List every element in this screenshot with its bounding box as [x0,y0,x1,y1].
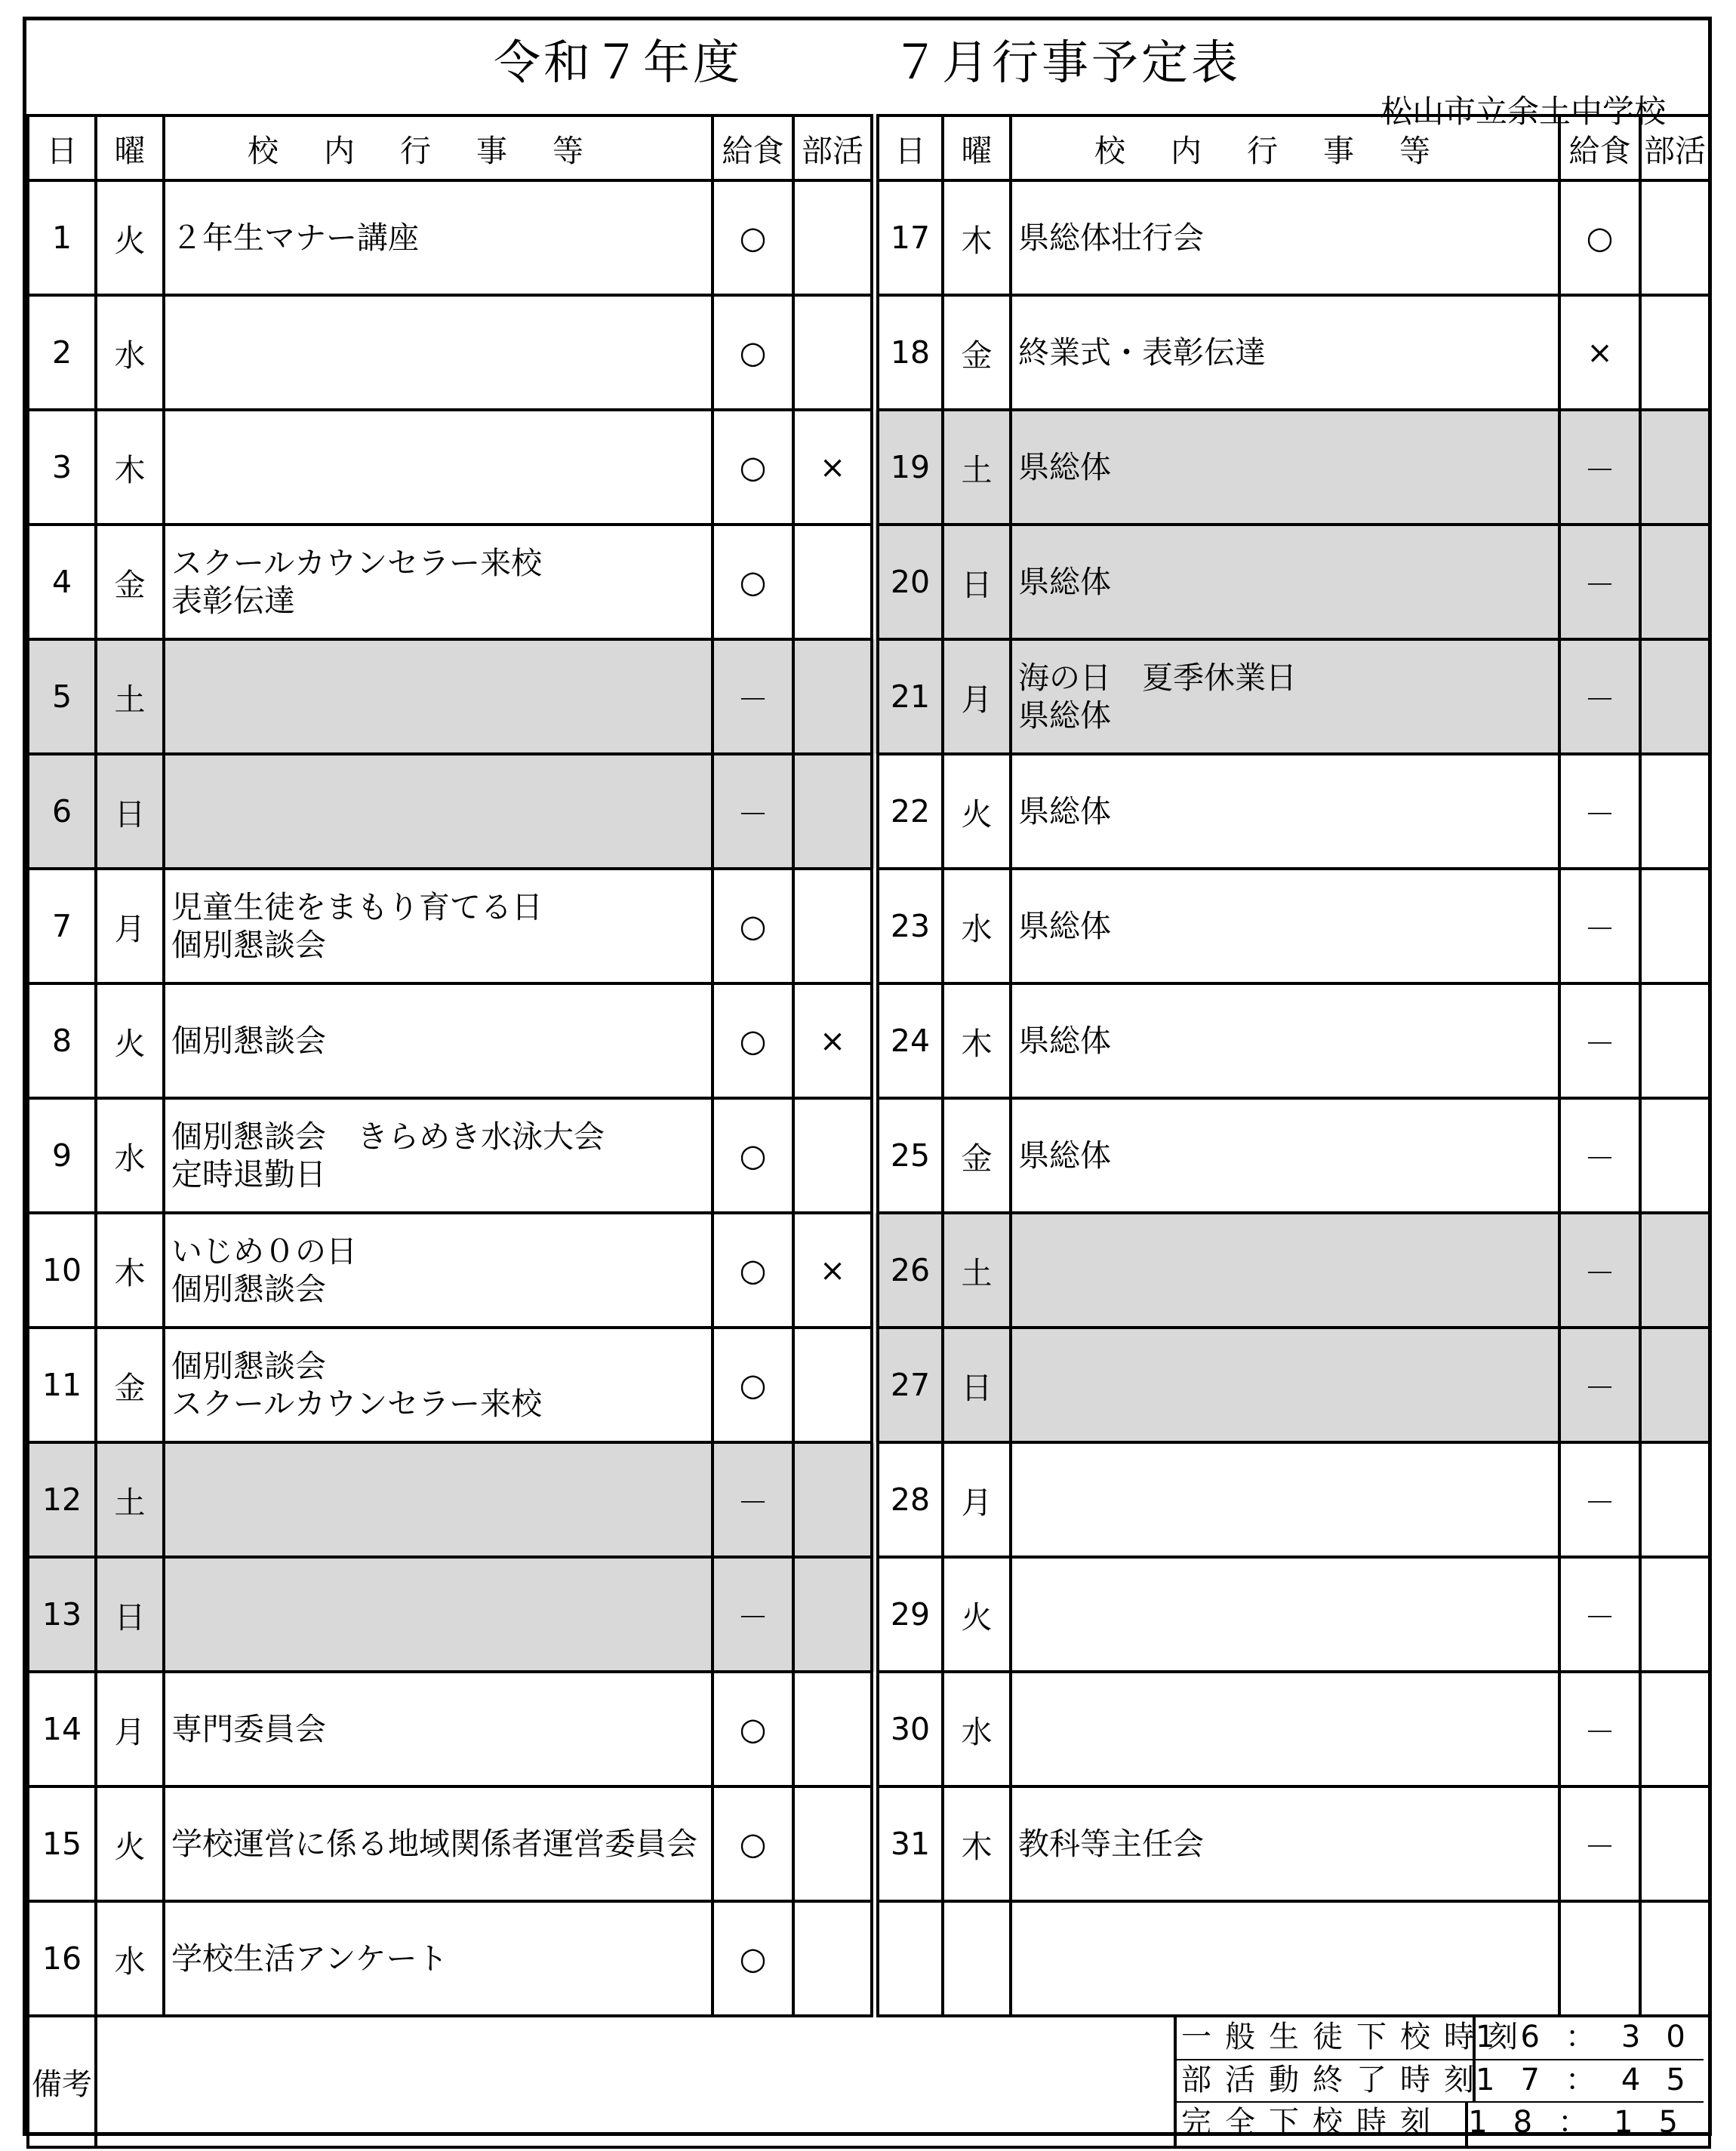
left-club-cell [793,295,875,410]
remarks-label: 備考 [28,2016,96,2147]
left-lunch-cell: － [713,1442,793,1557]
left-club-cell [793,1557,875,1672]
header-day: 日 [875,115,943,180]
right-event-cell: 県総体 [1011,525,1559,639]
left-day-cell: 3 [28,410,96,525]
left-weekday-cell: 日 [96,754,164,869]
left-weekday-cell: 火 [96,1786,164,1901]
school-name: 松山市立余土中学校 [1380,93,1666,130]
remarks-body [96,2016,1710,2147]
table-row [28,1672,1710,1786]
right-day-cell: 31 [875,1786,943,1901]
table-row [28,295,1710,410]
time-label: 部活動終了時刻 [1174,2060,1476,2102]
right-lunch-cell: － [1559,754,1640,869]
left-day-cell: 12 [28,1442,96,1557]
right-lunch-cell: － [1559,525,1640,639]
left-event-cell: 個別懇談会 [164,983,713,1098]
left-day-cell: 5 [28,639,96,754]
right-weekday-cell: 日 [943,525,1011,639]
right-weekday-cell: 水 [943,1672,1011,1786]
left-lunch-cell: ○ [713,180,793,295]
time-value: 16：30 [1476,2020,1711,2054]
right-club-cell [1640,1213,1710,1328]
left-club-cell [793,1328,875,1442]
left-event-cell: 児童生徒をまもり育てる日 個別懇談会 [164,869,713,983]
header-events: 校内行事等 [164,115,713,180]
table-row [28,525,1710,639]
left-day-cell: 16 [28,1901,96,2016]
header-row [28,115,1710,180]
right-weekday-cell: 木 [943,1786,1011,1901]
header-weekday: 曜 [943,115,1011,180]
left-day-cell: 15 [28,1786,96,1901]
time-row [1174,2103,1704,2146]
left-lunch-cell: ○ [713,1901,793,2016]
right-club-cell [1640,1786,1710,1901]
right-event-cell: 県総体 [1011,754,1559,869]
right-weekday-cell: 木 [943,983,1011,1098]
right-club-cell [1640,180,1710,295]
header-club: 部活 [1640,115,1710,180]
left-event-cell: 専門委員会 [164,1672,713,1786]
left-club-cell: × [793,410,875,525]
right-club-cell [1640,1442,1710,1557]
table-row [28,639,1710,754]
right-club-cell [1640,525,1710,639]
right-day-cell: 21 [875,639,943,754]
left-day-cell: 2 [28,295,96,410]
left-weekday-cell: 土 [96,639,164,754]
right-lunch-cell: － [1559,1557,1640,1672]
right-event-cell [1011,1672,1559,1786]
left-weekday-cell: 月 [96,1672,164,1786]
right-event-cell: 教科等主任会 [1011,1786,1559,1901]
left-day-cell: 6 [28,754,96,869]
right-lunch-cell: － [1559,869,1640,983]
right-day-cell: 24 [875,983,943,1098]
left-event-cell [164,639,713,754]
left-weekday-cell: 月 [96,869,164,983]
right-weekday-cell: 火 [943,1557,1011,1672]
left-club-cell [793,869,875,983]
dismissal-times [1174,2017,1711,2146]
right-club-cell [1640,639,1710,754]
right-lunch-cell [1559,1901,1640,2016]
right-day-cell: 28 [875,1442,943,1557]
left-lunch-cell: ○ [713,1672,793,1786]
left-event-cell: ２年生マナー講座 [164,180,713,295]
right-weekday-cell: 月 [943,639,1011,754]
left-lunch-cell: － [713,754,793,869]
left-weekday-cell: 火 [96,983,164,1098]
left-day-cell: 9 [28,1098,96,1213]
right-club-cell [1640,754,1710,869]
left-weekday-cell: 木 [96,410,164,525]
left-club-cell: × [793,983,875,1098]
right-weekday-cell: 金 [943,1098,1011,1213]
right-weekday-cell: 木 [943,180,1011,295]
right-day-cell: 22 [875,754,943,869]
left-club-cell [793,1786,875,1901]
right-event-cell: 県総体 [1011,1098,1559,1213]
left-event-cell [164,754,713,869]
right-event-cell [1011,1328,1559,1442]
left-lunch-cell: ○ [713,983,793,1098]
right-day-cell: 18 [875,295,943,410]
left-lunch-cell: ○ [713,1213,793,1328]
left-weekday-cell: 木 [96,1213,164,1328]
left-weekday-cell: 水 [96,1098,164,1213]
right-day-cell: 27 [875,1328,943,1442]
header-club: 部活 [793,115,875,180]
left-day-cell: 14 [28,1672,96,1786]
right-event-cell: 県総体 [1011,983,1559,1098]
left-club-cell [793,525,875,639]
table-row [28,983,1710,1098]
right-event-cell: 海の日 夏季休業日 県総体 [1011,639,1559,754]
right-weekday-cell: 月 [943,1442,1011,1557]
right-day-cell: 23 [875,869,943,983]
schedule-table [26,114,1711,2149]
page-title: 令和７年度 ７月行事予定表 [493,35,1241,90]
header-lunch: 給食 [713,115,793,180]
right-club-cell [1640,1672,1710,1786]
left-club-cell [793,1672,875,1786]
table-row [28,1901,1710,2016]
right-weekday-cell [943,1901,1011,2016]
left-day-cell: 11 [28,1328,96,1442]
left-day-cell: 8 [28,983,96,1098]
table-row [28,1442,1710,1557]
left-day-cell: 1 [28,180,96,295]
left-day-cell: 7 [28,869,96,983]
left-weekday-cell: 土 [96,1442,164,1557]
left-weekday-cell: 水 [96,295,164,410]
left-event-cell: 学校運営に係る地域関係者運営委員会 [164,1786,713,1901]
left-day-cell: 4 [28,525,96,639]
left-lunch-cell: ○ [713,1328,793,1442]
right-club-cell [1640,1901,1710,2016]
table-row [28,1328,1710,1442]
right-lunch-cell: × [1559,295,1640,410]
right-lunch-cell: － [1559,1672,1640,1786]
right-club-cell [1640,1557,1710,1672]
right-lunch-cell: － [1559,983,1640,1098]
right-event-cell [1011,1442,1559,1557]
right-day-cell: 20 [875,525,943,639]
left-day-cell: 10 [28,1213,96,1328]
left-club-cell [793,754,875,869]
right-lunch-cell: － [1559,1213,1640,1328]
right-event-cell: 県総体壮行会 [1011,180,1559,295]
right-weekday-cell: 日 [943,1328,1011,1442]
table-row [28,1786,1710,1901]
right-weekday-cell: 土 [943,410,1011,525]
left-lunch-cell: ○ [713,525,793,639]
left-event-cell: 個別懇談会 スクールカウンセラー来校 [164,1328,713,1442]
time-value: 17：45 [1476,2062,1711,2097]
right-day-cell: 19 [875,410,943,525]
left-event-cell: スクールカウンセラー来校 表彰伝達 [164,525,713,639]
left-lunch-cell: ○ [713,1786,793,1901]
right-club-cell [1640,295,1710,410]
right-event-cell: 終業式・表彰伝達 [1011,295,1559,410]
left-club-cell [793,180,875,295]
right-club-cell [1640,869,1710,983]
right-club-cell [1640,983,1710,1098]
left-lunch-cell: ○ [713,1098,793,1213]
left-weekday-cell: 金 [96,525,164,639]
left-lunch-cell: ○ [713,295,793,410]
left-lunch-cell: ○ [713,869,793,983]
header-events: 校内行事等 [1011,115,1559,180]
remarks-row [28,2016,1710,2147]
left-lunch-cell: ○ [713,410,793,525]
right-day-cell: 25 [875,1098,943,1213]
right-day-cell: 29 [875,1557,943,1672]
left-event-cell [164,1442,713,1557]
right-event-cell: 県総体 [1011,869,1559,983]
table-row [28,869,1710,983]
time-label: 一般生徒下校時刻 [1174,2017,1476,2059]
right-club-cell [1640,410,1710,525]
header-lunch: 給食 [1559,115,1640,180]
right-event-cell [1011,1557,1559,1672]
time-row [1174,2017,1711,2060]
right-event-cell: 県総体 [1011,410,1559,525]
left-event-cell [164,295,713,410]
header-weekday: 曜 [96,115,164,180]
right-club-cell [1640,1328,1710,1442]
left-weekday-cell: 日 [96,1557,164,1672]
left-event-cell [164,410,713,525]
right-weekday-cell: 金 [943,295,1011,410]
schedule-sheet [23,17,1712,2140]
right-event-cell [1011,1213,1559,1328]
right-lunch-cell: － [1559,1786,1640,1901]
left-weekday-cell: 水 [96,1901,164,2016]
table-row [28,1213,1710,1328]
right-lunch-cell: － [1559,410,1640,525]
table-row [28,1098,1710,1213]
left-event-cell: 学校生活アンケート [164,1901,713,2016]
right-day-cell: 17 [875,180,943,295]
right-event-cell [1011,1901,1559,2016]
left-club-cell [793,1098,875,1213]
right-lunch-cell: － [1559,1098,1640,1213]
right-weekday-cell: 水 [943,869,1011,983]
table-row [28,1557,1710,1672]
table-row [28,180,1710,295]
left-lunch-cell: － [713,1557,793,1672]
left-weekday-cell: 金 [96,1328,164,1442]
right-day-cell: 30 [875,1672,943,1786]
left-weekday-cell: 火 [96,180,164,295]
table-row [28,754,1710,869]
right-lunch-cell: ○ [1559,180,1640,295]
left-club-cell [793,1901,875,2016]
header-day: 日 [28,115,96,180]
left-event-cell: 個別懇談会 きらめき水泳大会 定時退勤日 [164,1098,713,1213]
right-lunch-cell: － [1559,1328,1640,1442]
left-day-cell: 13 [28,1557,96,1672]
time-label: 完全下校時刻 [1174,2103,1468,2146]
left-event-cell [164,1557,713,1672]
right-lunch-cell: － [1559,639,1640,754]
left-lunch-cell: － [713,639,793,754]
left-club-cell [793,639,875,754]
right-weekday-cell: 火 [943,754,1011,869]
right-club-cell [1640,1098,1710,1213]
left-event-cell: いじめ０の日 個別懇談会 [164,1213,713,1328]
left-club-cell: × [793,1213,875,1328]
right-day-cell [875,1901,943,2016]
time-row [1174,2060,1711,2103]
table-row [28,410,1710,525]
right-weekday-cell: 土 [943,1213,1011,1328]
left-club-cell [793,1442,875,1557]
right-lunch-cell: － [1559,1442,1640,1557]
right-day-cell: 26 [875,1213,943,1328]
time-value: 18：15 [1468,2105,1704,2140]
